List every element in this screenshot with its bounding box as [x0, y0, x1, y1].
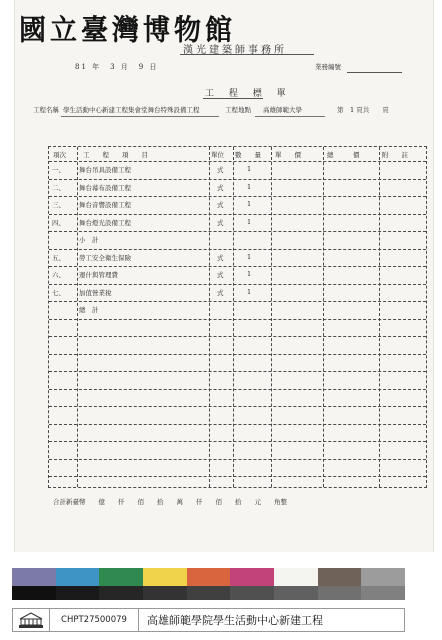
museum-header: 國立臺灣博物館 [19, 14, 236, 47]
row-unit: 式 [217, 288, 224, 297]
header-total-price: 總 價 [327, 151, 360, 159]
museum-building-icon [13, 609, 50, 631]
document-page [14, 0, 434, 552]
row-unit: 式 [217, 253, 224, 262]
archive-caption: 高雄師範學院學生活動中心新建工程 [147, 614, 323, 627]
site-name: 高雄師範大學 [263, 106, 302, 114]
gray-swatch [99, 586, 143, 600]
row-number: 二、 [52, 183, 65, 192]
table-row-divider [49, 406, 426, 407]
table-column-divider [271, 147, 272, 487]
row-item: 舞台吊具設備工程 [79, 166, 131, 174]
color-swatch [12, 568, 56, 586]
table-row-divider [49, 284, 426, 285]
header-item: 工 程 項 目 [83, 151, 148, 159]
site-label: 工程地點 [225, 106, 251, 114]
row-item: 總 計 [79, 306, 99, 314]
row-item: 舞台幕布設備工程 [79, 183, 131, 192]
color-swatch [143, 568, 187, 586]
table-row-divider [49, 161, 426, 162]
table-row-divider [49, 424, 426, 425]
table-row-divider [49, 459, 426, 460]
row-item: 小 計 [79, 236, 99, 244]
gray-swatch [12, 586, 56, 600]
case-number-label: 業務編號 [315, 63, 341, 71]
row-unit: 式 [217, 218, 224, 227]
gray-swatch [318, 586, 362, 600]
color-swatch [361, 568, 405, 586]
color-swatch [99, 568, 143, 586]
project-label: 工程名稱 [33, 106, 59, 114]
row-quantity: 1 [247, 165, 252, 173]
table-row-divider [49, 249, 426, 250]
row-quantity: 1 [247, 252, 252, 261]
row-unit: 式 [217, 166, 224, 174]
color-swatch [318, 568, 362, 586]
gray-calibration-strip [12, 586, 405, 600]
archive-code: CHPT27500079 [50, 609, 139, 631]
page-info: 第 1 頁共 頁 [337, 106, 389, 114]
row-quantity: 1 [247, 217, 252, 226]
row-quantity: 1 [247, 182, 252, 191]
table-row-divider [49, 214, 426, 215]
gray-swatch [187, 586, 231, 600]
bid-table [48, 146, 427, 488]
table-row-divider [49, 441, 426, 442]
table-row-divider [49, 196, 426, 197]
project-underline [61, 116, 219, 117]
project-name: 學生活動中心新建工程集會堂舞台特殊設備工程 [63, 106, 200, 114]
row-unit: 式 [217, 201, 224, 209]
firm-underline [180, 54, 314, 55]
case-number-line [347, 72, 402, 73]
title-underline [203, 98, 263, 99]
row-item: 運什與管理費 [79, 271, 118, 279]
color-swatch [274, 568, 318, 586]
color-swatch [56, 568, 100, 586]
header-unit-price: 單 價 [275, 151, 301, 159]
site-underline [255, 116, 325, 117]
row-quantity: 1 [247, 200, 252, 208]
table-row-divider [49, 319, 426, 320]
table-row-divider [49, 476, 426, 477]
gray-swatch [230, 586, 274, 600]
row-number: 七、 [52, 288, 65, 297]
gray-swatch [274, 586, 318, 600]
table-row-divider [49, 179, 426, 180]
row-unit: 式 [217, 271, 224, 279]
table-column-divider [209, 147, 210, 487]
header-quantity: 數 量 [235, 151, 261, 159]
row-number: 四、 [52, 218, 65, 227]
header-unit: 單位 [211, 151, 224, 159]
gray-swatch [143, 586, 187, 600]
row-number: 一、 [52, 166, 65, 174]
color-swatch [187, 568, 231, 586]
table-row-divider [49, 231, 426, 232]
archive-footer [12, 608, 405, 632]
row-number: 六、 [52, 271, 65, 279]
document-title: 工 程 標 單 [205, 89, 292, 99]
row-quantity: 1 [247, 287, 252, 296]
table-row-divider [49, 301, 426, 302]
row-number: 五、 [52, 253, 65, 262]
table-row-divider [49, 354, 426, 355]
gray-swatch [56, 586, 100, 600]
table-column-divider [77, 147, 78, 487]
document-date: 81 年 3 月 9 日 [75, 63, 159, 71]
table-row-divider [49, 336, 426, 337]
row-unit: 式 [217, 183, 224, 192]
table-row-divider [49, 371, 426, 372]
table-column-divider [323, 147, 324, 487]
architect-firm: 漢光建築師事務所 [183, 45, 287, 56]
table-column-divider [379, 147, 380, 487]
color-swatch [230, 568, 274, 586]
header-no: 項次 [53, 151, 66, 159]
row-item: 勞工安全衛生保險 [79, 253, 131, 262]
row-number: 三、 [52, 201, 65, 209]
row-quantity: 1 [247, 270, 252, 278]
table-row-divider [49, 389, 426, 390]
total-amount-line: 合計新臺幣 億 仟 佰 拾 萬 仟 佰 拾 元 角整 [53, 498, 287, 506]
row-item: 舞台燈光設備工程 [79, 218, 131, 227]
header-remarks: 附 註 [382, 151, 408, 159]
table-column-divider [233, 147, 234, 487]
gray-swatch [361, 586, 405, 600]
row-item: 舞台音響設備工程 [79, 201, 131, 209]
table-row-divider [49, 266, 426, 267]
row-item: 加值營業稅 [79, 288, 112, 297]
